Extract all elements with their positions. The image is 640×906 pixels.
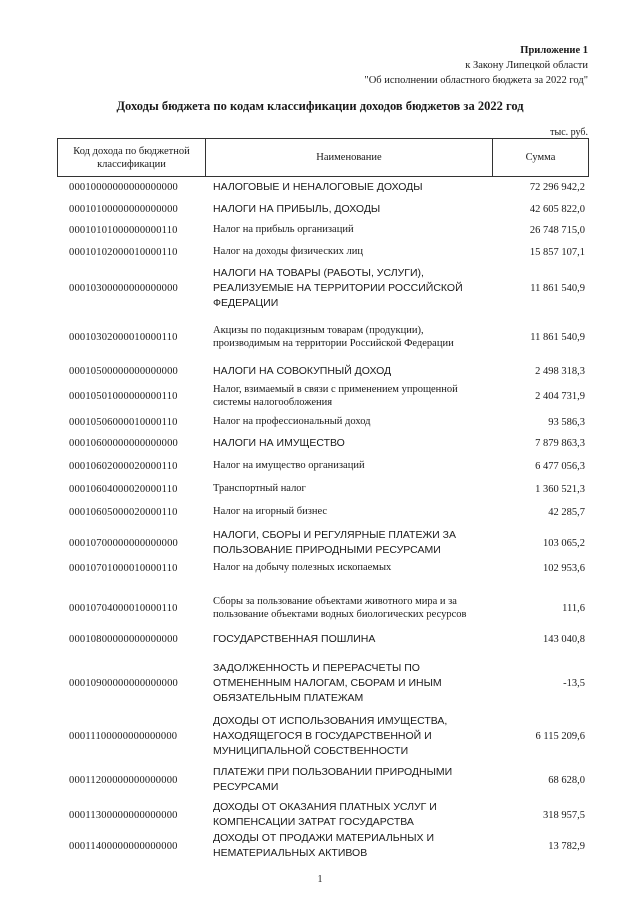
row-code: 00010501000000000110 (69, 390, 178, 402)
row-name: НАЛОГОВЫЕ И НЕНАЛОГОВЫЕ ДОХОДЫ (213, 180, 423, 193)
row-name: Транспортный налог (213, 483, 306, 495)
row-amount: 2 404 731,9 (535, 390, 585, 402)
table-row (57, 713, 587, 759)
row-name: НАЛОГИ НА ТОВАРЫ (РАБОТЫ, УСЛУГИ), РЕАЛИЗУЕМЫЕ НА ТЕРРИТОРИИ РОССИЙСКОЙ ФЕДЕРАЦИИ (213, 266, 463, 309)
row-code: 00010506000010000110 (69, 416, 178, 428)
table-row (57, 831, 587, 861)
row-code: 00011100000000000000 (69, 730, 178, 742)
table-row (57, 381, 587, 411)
row-amount: 13 782,9 (548, 840, 585, 852)
row-code: 00010602000020000110 (69, 460, 178, 472)
row-name: Налог на прибыль организаций (213, 224, 354, 236)
row-code: 00010101000000000110 (69, 224, 178, 236)
row-name: Налог, взимаемый в связи с применением упрощенной системы налогообложения (213, 383, 458, 408)
row-amount: 6 115 209,6 (535, 730, 585, 742)
row-amount: -13,5 (563, 677, 585, 689)
row-code: 00010800000000000000 (69, 633, 178, 645)
row-name: Налог на игорный бизнес (213, 506, 328, 518)
table-row (57, 457, 587, 475)
row-name: Налог на доходы физических лиц (213, 246, 363, 258)
row-code: 00010604000020000110 (69, 483, 178, 495)
table-row (57, 630, 587, 648)
row-name: ГОСУДАРСТВЕННАЯ ПОШЛИНА (213, 632, 376, 645)
row-name: Налог на профессиональный доход (213, 416, 371, 428)
row-code: 00010500000000000000 (69, 365, 178, 377)
appendix-law: к Закону Липецкой области (465, 60, 588, 71)
row-amount: 42 605 822,0 (529, 203, 585, 215)
table-row (57, 265, 587, 311)
row-code: 00010600000000000000 (69, 437, 178, 449)
row-amount: 2 498 318,3 (535, 365, 585, 377)
row-code: 00010300000000000000 (69, 282, 178, 294)
table-row (57, 800, 587, 830)
row-amount: 318 957,5 (543, 809, 585, 821)
row-amount: 103 065,2 (543, 537, 585, 549)
document-title: Доходы бюджета по кодам классификации доходов бюджетов за 2022 год (116, 99, 524, 113)
row-code: 00011200000000000000 (69, 774, 178, 786)
row-name: ДОХОДЫ ОТ ИСПОЛЬЗОВАНИЯ ИМУЩЕСТВА, НАХОДЯЩЕГОСЯ В ГОСУДАРСТВЕННОЙ И МУНИЦИПАЛЬНОЙ СОБСТВЕННОСТИ (213, 714, 448, 757)
row-code: 00011300000000000000 (69, 809, 178, 821)
table-row (57, 480, 587, 498)
table-row (57, 178, 587, 196)
row-name: НАЛОГИ НА ПРИБЫЛЬ, ДОХОДЫ (213, 202, 381, 215)
row-amount: 143 040,8 (543, 633, 585, 645)
table-row (57, 320, 587, 354)
row-name: ПЛАТЕЖИ ПРИ ПОЛЬЗОВАНИИ ПРИРОДНЫМИ РЕСУРСАМИ (213, 766, 453, 793)
row-amount: 11 861 540,9 (530, 331, 585, 343)
header-amount: Сумма (525, 152, 556, 163)
row-name: Сборы за пользование объектами животного мира и за пользование объектами водных биологических ресурсов (213, 595, 467, 620)
table-row (57, 660, 587, 706)
table-row (57, 559, 587, 577)
row-code: 00010900000000000000 (69, 677, 178, 689)
row-amount: 102 953,6 (543, 562, 585, 574)
row-amount: 6 477 056,3 (535, 460, 585, 472)
row-name: Акцизы по подакцизным товарам (продукции), производимым на территории Российской Федерации (213, 324, 454, 349)
appendix-title: Приложение 1 (520, 45, 588, 56)
table-header (57, 138, 589, 177)
header-code: Код дохода по бюджетной классификации (58, 139, 206, 176)
appendix-subject: "Об исполнении областного бюджета за 2022 год" (364, 75, 588, 86)
row-name: ДОХОДЫ ОТ ОКАЗАНИЯ ПЛАТНЫХ УСЛУГ И КОМПЕНСАЦИИ ЗАТРАТ ГОСУДАРСТВА (213, 801, 437, 828)
row-code: 00010100000000000000 (69, 203, 178, 215)
row-name: Налог на добычу полезных ископаемых (213, 562, 392, 574)
table-row (57, 243, 587, 261)
page-number: 1 (317, 874, 323, 885)
table-row (57, 221, 587, 239)
table-row (57, 528, 587, 558)
table-row (57, 503, 587, 521)
row-amount: 68 628,0 (548, 774, 585, 786)
row-name: НАЛОГИ НА СОВОКУПНЫЙ ДОХОД (213, 364, 392, 377)
table-row (57, 200, 587, 218)
row-amount: 42 285,7 (548, 506, 585, 518)
row-amount: 11 861 540,9 (530, 282, 585, 294)
table-row (57, 362, 587, 380)
row-name: НАЛОГИ, СБОРЫ И РЕГУЛЯРНЫЕ ПЛАТЕЖИ ЗА ПОЛЬЗОВАНИЕ ПРИРОДНЫМИ РЕСУРСАМИ (213, 529, 456, 556)
row-code: 00010605000020000110 (69, 506, 178, 518)
appendix-block (364, 43, 588, 88)
row-code: 00010000000000000000 (69, 181, 178, 193)
row-name: Налог на имущество организаций (213, 460, 365, 472)
row-code: 00010701000010000110 (69, 562, 178, 574)
row-code: 00010302000010000110 (69, 331, 178, 343)
row-name: НАЛОГИ НА ИМУЩЕСТВО (213, 436, 345, 449)
table-row (57, 591, 587, 625)
row-amount: 111,6 (562, 602, 585, 614)
units-label: тыс. руб. (550, 127, 588, 138)
row-code: 00010700000000000000 (69, 537, 178, 549)
row-name: ДОХОДЫ ОТ ПРОДАЖИ МАТЕРИАЛЬНЫХ И НЕМАТЕРИАЛЬНЫХ АКТИВОВ (213, 832, 435, 859)
row-amount: 15 857 107,1 (529, 246, 585, 258)
header-name: Наименование (206, 139, 493, 176)
row-name: ЗАДОЛЖЕННОСТЬ И ПЕРЕРАСЧЕТЫ ПО ОТМЕНЕННЫМ НАЛОГАМ, СБОРАМ И ИНЫМ ОБЯЗАТЕЛЬНЫМ ПЛАТЕЖАМ (213, 661, 442, 704)
row-amount: 7 879 863,3 (535, 437, 585, 449)
row-code: 00010704000010000110 (69, 602, 178, 614)
table-row (57, 765, 587, 795)
row-amount: 26 748 715,0 (529, 224, 585, 236)
table-row (57, 434, 587, 452)
row-code: 00010102000010000110 (69, 246, 178, 258)
row-amount: 1 360 521,3 (535, 483, 585, 495)
row-code: 00011400000000000000 (69, 840, 178, 852)
table-row (57, 413, 587, 431)
row-amount: 72 296 942,2 (529, 181, 585, 193)
row-amount: 93 586,3 (548, 416, 585, 428)
